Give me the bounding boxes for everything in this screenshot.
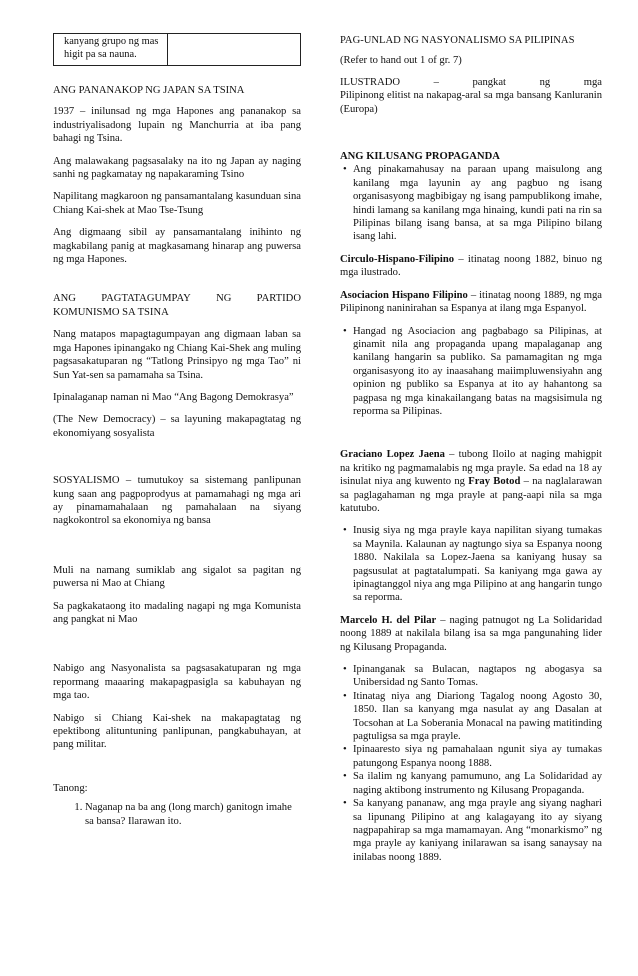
paragraph: Muli na namang sumiklab ang sigalot sa pagitan ng puwersa ni Mao at Chiang (53, 564, 301, 590)
bullet-item: • Hangad ng Asociacion ang pagbabago sa Pilipinas, at ginamit nila ang propaganda upang mapalaganap ang kanilang hangarin sa publiko. Sa pamamagitan ng mga organisasyong ito ay inaasahang maiimpluwensiyahn ang opinion ng publiko sa Espanya at ito ay hahantong sa pagpasa ng mga kinakailangang batas na magsisimula ng reporma sa Pilipinas. (353, 325, 602, 419)
paragraph-text: Pilipinong elitist na nakapag-aral sa mga bansang Kanluranin (Europa) (340, 90, 602, 115)
paragraph-word: ng (539, 76, 551, 88)
section-heading-nasyonalismo: PAG-UNLAD NG NASYONALISMO SA PILIPINAS (340, 35, 575, 46)
heading-word: ANG (53, 293, 76, 305)
bullet-item: • Sa kanyang pananaw, ang mga prayle ang siyang naghari sa lipunang Pilipino at ang kalagayang ito ay siyang nagpapahirap sa mga mamamayan. Ang “monarkismo” ng mga prayle ay kaniyang inilarawan sa isang sanaysay na inilabas noong 1889. (353, 797, 602, 864)
heading-line: KOMUNISMO SA TSINA (53, 306, 169, 318)
bullet-item: • Sa ilalim ng kanyang pamumuno, ang La Solidaridad ay naging aktibong instrumento ng Kilusang Propaganda. (353, 770, 602, 797)
paragraph: Sa pagkakataong ito madaling nagapi ng mga Komunista ang pangkat ni Mao (53, 600, 301, 625)
reference-note: (Refer to hand out 1 of gr. 7) (340, 55, 462, 67)
person-description: – na naglalarawan sa paglagahaman ng mga prayle at pang-aapi nila sa mga katutubo. (340, 476, 602, 514)
person-description: – naging patnugot ng La Solidaridad noong 1889 at nakilala bilang isa sa mga pangunahing lider ng Kilusang Propaganda. (340, 614, 602, 653)
paragraph: Nabigo ang Nasyonalista sa pagsasakatuparan ng mga repormang maaaring makapagpasigla sa kabuhayan ng mga tao. (53, 663, 301, 702)
paragraph-word: ILUSTRADO (340, 76, 401, 88)
person-marcelo: Marcelo H. del Pilar (340, 614, 437, 626)
paragraph: Ipinalaganap naman ni Mao “Ang Bagong Demokrasya” (53, 391, 294, 403)
question-list (53, 801, 301, 828)
paragraph-sosyalismo: SOSYALISMO – tumutukoy sa sistemang panlipunan kung saan ang pagpoprodyus at pamamahagi ng mga ari ay pinamamahalaan ng pamahalaan na siyang nagkokontrol sa ekonomiya ng bansa (53, 475, 301, 527)
table-cell: kanyang grupo ng mas higit pa sa nauna. (54, 34, 168, 65)
paragraph: Ang malawakang pagsasalaky na ito ng Japan ay naging sanhi ng pagkamatay ng napakaraming Tsino (53, 155, 301, 181)
bullet-list (340, 663, 602, 864)
circulo-paragraph (340, 253, 602, 280)
bullet-item: • Itinatag niya ang Diariong Tagalog noong Agosto 30, 1850. Ilan sa kanyang mga nasulat ay ang Dasalan at Tocsohan at La Soberania Monacal na pawing matitinding pagtuligsa sa mga prayle. (353, 690, 602, 744)
graciano-paragraph (340, 448, 602, 515)
paragraph: (The New Democracy) – sa layuning makapagtatag ng ekonomiyang sosyalista (53, 414, 301, 439)
marcelo-paragraph (340, 614, 602, 654)
question-item: 1. Naganap na ba ang (long march) ganitogn imahe sa bansa? Ilarawan ito. (85, 801, 301, 828)
term-asociacion: Asociacion Hispano Filipino (340, 289, 468, 301)
term-description: – itinatag noong 1882, binuo ng mga ilustrado. (340, 253, 602, 279)
bullet-item: • Ipinanganak sa Bulacan, nagtapos ng abogasya sa Unibersidad ng Santo Tomas. (353, 663, 602, 690)
bullet-list (340, 163, 602, 243)
term-circulo: Circulo-Hispano-Filipino (340, 253, 455, 265)
person-graciano: Graciano Lopez Jaena (340, 449, 445, 461)
person-description: – tubong Iloilo at naging mahigpit na kritiko ng pagmamalabis ng mga prayle. Sa edad na 18 ay isinulat niya ang kuwento ng (340, 449, 602, 488)
paragraph: 1937 – inilunsad ng mga Hapones ang pananakop sa industriyalisadong lupain ng Manchurria at iba pang bahagi ng Tsina. (53, 106, 301, 145)
bullet-list (340, 524, 602, 604)
heading-word: PARTIDO (256, 293, 301, 305)
bullet-item: • Ang pinakamahusay na paraan upang maisulong ang kanilang mga layunin ay ang pagbuo ng isang organisasyong magbibigay ng isang pampublikong imahe, hindi lamang sa kanilang mga hinaing, kundi pati na rin sa Pilipinas bilang isang bansa, at sa mga Pilipino bilang isang lahi. (353, 163, 602, 243)
left-column (53, 84, 301, 828)
section-heading-propaganda: ANG KILUSANG PROPAGANDA (340, 151, 500, 163)
asociacion-paragraph (340, 289, 602, 316)
heading-word: PAGTATAGUMPAY (101, 293, 191, 305)
heading-word: NG (216, 293, 232, 305)
right-column (340, 34, 602, 873)
bullet-item: • Ipinaaresto siya ng pamahalaan ngunit siya ay tumakas patungong Espanya noong 1888. (353, 743, 602, 770)
book-title: Fray Botod (468, 476, 521, 488)
ilustrado-paragraph (340, 76, 602, 116)
bullet-item: • Inusig siya ng mga prayle kaya napilitan siyang tumakas sa Maynila. Kalaunan ay nagtungo siya sa Espanya noong 1880. Nakilala sa Lopez-Jaena sa kaniyang husay sa pagsusulat at pagtatalumpati. Sa kaniyang mga gawa ay ipinagtanggol niya ang mga Pilipino at ang hangarin tungo sa reporma. (353, 524, 602, 604)
paragraph-word: – (433, 76, 439, 88)
paragraph: Napilitang magkaroon ng pansamantalang kasunduan sina Chiang Kai-shek at Mao Tse-Tsung (53, 191, 301, 216)
table-fragment (53, 33, 301, 66)
paragraph-word: mga (583, 76, 602, 88)
paragraph: Ang digmaang sibil ay pansamantalang inihinto ng magkabilang panig at magkasamang hinarap ang puwersa ng mga Hapones. (53, 227, 301, 266)
paragraph: Nabigo si Chiang Kai-shek na makapagtatag ng epektibong alituntuning panlipunan, pangkabuhayan, at pang militar. (53, 712, 301, 751)
paragraph: Nang matapos mapagtagumpayan ang digmaan laban sa mga Hapones ipinangako ng Chiang Kai-Shek ang muling pagsasakatuparan ng “Tatlong Prinsipyo ng mga Tao” ni Sun Yat-sen sa pamamaha sa Tsina. (53, 329, 301, 381)
term-description: – itinatag noong 1889, ng mga Pilipinong naninirahan sa Espanya at ilang mga Espanyol. (340, 289, 602, 315)
bullet-list (340, 325, 602, 419)
section-heading-partido (53, 292, 301, 319)
paragraph-word: pangkat (472, 76, 506, 88)
tanong-label: Tanong: (53, 782, 88, 794)
section-heading-japan: ANG PANANAKOP NG JAPAN SA TSINA (53, 85, 245, 96)
